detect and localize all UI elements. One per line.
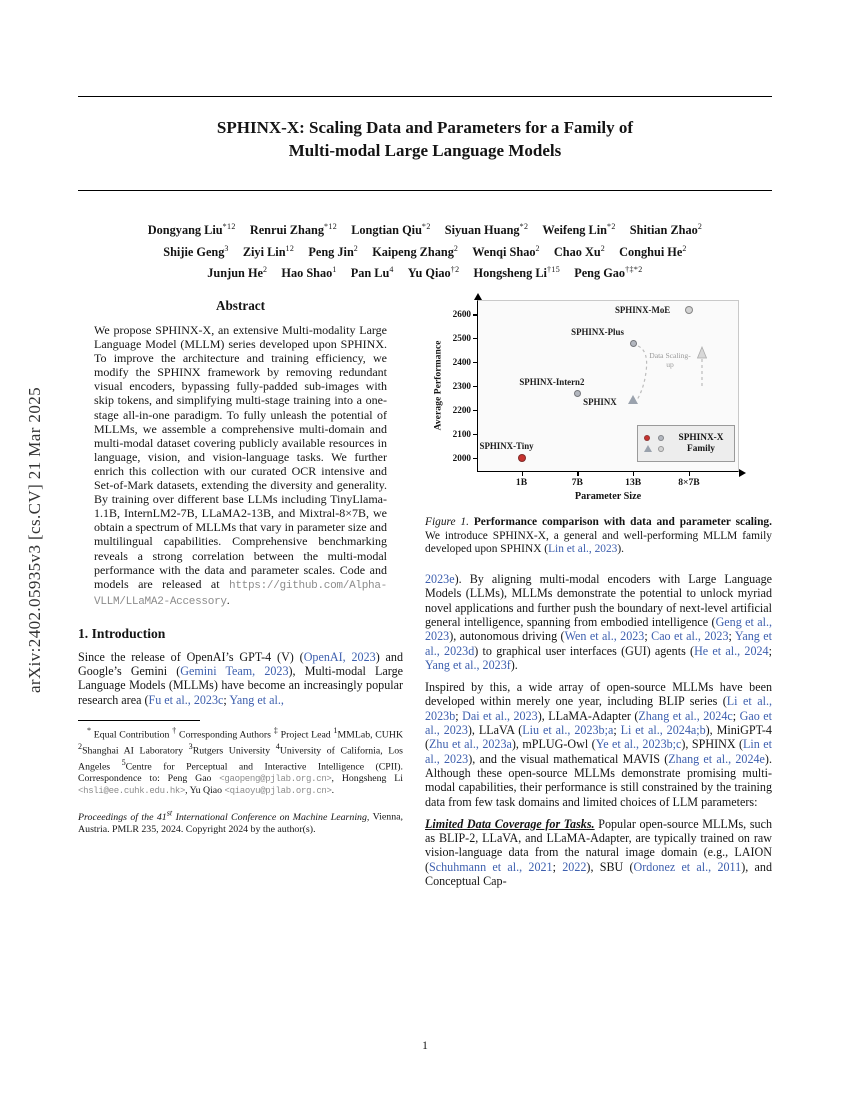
proceedings-note: Proceedings of the 41st International Conference on Machine Learning, Vienna, Austria. PMLR 235, 2024. Copyright 2024 by the author(s). xyxy=(78,808,403,835)
footnote-rule xyxy=(78,720,200,721)
y-tick-label: 2600 xyxy=(452,309,471,320)
author-line xyxy=(60,240,790,262)
x-axis-arrow-icon xyxy=(739,469,746,477)
data-point-label: SPHINX-MoE xyxy=(614,304,671,315)
abstract-heading: Abstract xyxy=(215,298,266,313)
arxiv-watermark: arXiv:2402.05935v3 [cs.CV] 21 Mar 2025 xyxy=(25,386,44,694)
data-point-sphinx-tiny xyxy=(518,454,526,462)
footnote-text: * Equal Contribution † Corresponding Authors ‡ Project Lead $^1$MMLab, CUHK $^2$Shanghai AI Laboratory $^3$Rutgers University $^4$University of California, Los Angeles $^5$Centre for Perceptual and Interactive Intelligence (CPII). Correspondence to: Peng Gao <gaopeng@pjlab.org.cn>, Hongsheng Li <hsli@ee.cuhk.edu.hk>, Yu Qiao <qiaoyu@pjlab.org.cn>. xyxy=(78,726,404,796)
author-name: Hongsheng Li$^{\dagger 15}$ xyxy=(473,265,561,281)
url-link[interactable]: <gaopeng@pjlab.org.cn> xyxy=(219,772,332,784)
author-name: Chao Xu$^2$ xyxy=(553,243,606,259)
citation-link[interactable]: 2022 xyxy=(562,859,587,874)
x-tick-mark xyxy=(689,472,690,476)
author-name: Peng Jin$^2$ xyxy=(308,243,359,259)
y-tick-mark xyxy=(473,338,477,339)
citation-link[interactable]: Ordonez et al., 2011 xyxy=(633,859,742,874)
top-rule xyxy=(78,96,772,97)
right-column xyxy=(425,296,772,888)
url-link[interactable]: <qiaoyu@pjlab.org.cn> xyxy=(224,784,332,796)
citation-link[interactable]: Ye et al., 2023b;c xyxy=(595,737,682,752)
legend-title: SPHINX-X Family xyxy=(678,432,724,454)
section-heading-introduction: 1. Introduction xyxy=(78,625,166,641)
citation-link[interactable]: Li et al., 2023b xyxy=(425,694,772,723)
citation-link[interactable]: Cao et al., 2023 xyxy=(651,629,729,644)
citation-link[interactable]: Schuhmann et al., 2021 xyxy=(429,859,553,874)
author-name: Peng Gao$^{\dagger\ddagger*2}$ xyxy=(574,265,643,281)
legend-markers xyxy=(640,435,670,452)
x-axis-label: Parameter Size xyxy=(574,491,642,502)
y-axis-arrow-icon xyxy=(474,293,482,300)
author-name: Renrui Zhang$^{*12}$ xyxy=(249,222,338,238)
citation-link[interactable]: Zhu et al., 2023a xyxy=(429,737,512,752)
author-name: Weifeng Lin$^{*2}$ xyxy=(542,222,616,238)
author-name: Longtian Qiu$^{*2}$ xyxy=(351,222,431,238)
legend-marker-icon xyxy=(658,435,664,441)
citation-link[interactable]: Zhang et al., 2024c xyxy=(638,708,733,723)
citation-link[interactable]: Yang et al., 2023f xyxy=(425,657,511,672)
mid-rule xyxy=(78,190,772,191)
y-tick-label: 2400 xyxy=(452,357,471,368)
y-tick-mark xyxy=(473,458,477,459)
y-tick-mark xyxy=(473,386,477,387)
y-tick-mark xyxy=(473,362,477,363)
x-tick-label: 13B xyxy=(625,477,642,488)
body-paragraph-1: 2023e). By aligning multi-modal encoders with Large Language Models (LLMs), MLLMs demonstrate the potential to unlock myriad novel applications and further push the boundary of next-level artificial general intelligence, spanning from embodied intelligence (Geng et al., 2023), autonomous driving (Wen et al., 2023; Cao et al., 2023; Yang et al., 2023d) to graphical user interfaces (GUI) agents (He et al., 2024; Yang et al., 2023f). xyxy=(425,572,773,672)
figure1-caption: Figure 1. Performance comparison with data and parameter scaling. We introduce SPHINX-X, a general and well-performing MLLM family developed upon SPHINX (Lin et al., 2023). xyxy=(425,516,772,556)
data-point-sphinx-plus xyxy=(630,340,637,347)
x-tick-label: 7B xyxy=(571,477,583,488)
author-name: Yu Qiao$^{\dagger 2}$ xyxy=(407,265,460,281)
citation-link[interactable]: Yang et al., xyxy=(229,692,284,707)
citation-link[interactable]: Lin et al., 2023 xyxy=(548,543,618,556)
author-line xyxy=(60,261,790,283)
y-tick-mark xyxy=(473,434,477,435)
author-name: Kaipeng Zhang$^2$ xyxy=(372,243,459,259)
author-name: Hao Shao$^1$ xyxy=(281,265,337,281)
y-tick-label: 2000 xyxy=(452,452,471,463)
data-point-label: SPHINX-Intern2 xyxy=(519,377,585,388)
y-axis-label: Average Performance xyxy=(432,340,444,431)
citation-link[interactable]: Lin et al., 2023 xyxy=(425,737,773,766)
citation-link[interactable]: Yang et al., 2023d xyxy=(425,629,772,658)
body-paragraph-3: Limited Data Coverage for Tasks. Popular open-source MLLMs, such as BLIP-2, LLaVA, and LLaMA-Adapter, are typically trained on raw vision-language data from the natural image domain (e.g., LAION (Schuhmann et al., 2021; 2022), SBU (Ordonez et al., 2011), and Conceptual Cap- xyxy=(425,816,772,889)
author-name: Shitian Zhao$^2$ xyxy=(629,222,703,238)
author-name: Dongyang Liu$^{*12}$ xyxy=(147,222,236,238)
author-name: Pan Lu$^4$ xyxy=(350,265,394,281)
legend-marker-icon xyxy=(644,435,650,441)
page-title xyxy=(0,116,850,162)
legend-marker-icon xyxy=(658,446,664,452)
y-tick-mark xyxy=(473,314,477,315)
y-tick-label: 2200 xyxy=(452,404,471,415)
figure1-canvas xyxy=(425,296,772,506)
author-name: Wenqi Shao$^2$ xyxy=(472,243,540,259)
x-tick-mark xyxy=(522,472,523,476)
citation-link[interactable]: Wen et al., 2023 xyxy=(564,629,645,644)
citation-link[interactable]: He et al., 2024 xyxy=(694,643,769,658)
author-name: Siyuan Huang$^{*2}$ xyxy=(444,222,529,238)
author-block xyxy=(60,218,790,283)
data-point-label: SPHINX-Tiny xyxy=(479,440,534,451)
title-line-2: Multi-modal Large Language Models xyxy=(288,141,562,160)
citation-link[interactable]: Dai et al., 2023 xyxy=(462,708,538,723)
citation-link[interactable]: Zhang et al., 2024e xyxy=(668,751,765,766)
data-point-label: SPHINX-Plus xyxy=(571,327,624,337)
abstract-text: We propose SPHINX-X, an extensive Multi-modality Large Language Model (MLLM) series developed upon SPHINX. To improve the architecture and training efficiency, we modify the SPHINX framework by removing redundant visual encoders, bypassing fully-padded sub-images with skip tokens, and simplifying multi-stage training into a one-stage all-in-one paradigm. To fully unleash the potential of MLLMs, we assemble a comprehensive multi-domain and multi-modal dataset covering publicly available resources in language, vision, and vision-language tasks. We further enrich this collection with our curated OCR intensive and Set-of-Mark datasets, extending the diversity and generality. By training over different base LLMs including TinyLlama-1.1B, InternLM2-7B, LLaMA2-13B, and Mixtral-8×7B, we obtain a spectrum of MLLMs that vary in parameter size and multilingual capabilities. Comprehensive benchmarking reveals a strong correlation between the multi-modal performance with the data and parameter scales. Code and models are released at https://github.com/Alpha-VLLM/LLaMA2-Accessory. xyxy=(94,323,387,608)
body-paragraph-2: Inspired by this, a wide array of open-source MLLMs have been developed within merely one year, including BLIP series (Li et al., 2023b; Dai et al., 2023), LLaMA-Adapter (Zhang et al., 2024c; Gao et al., 2023), LLaVA (Liu et al., 2023b;a; Li et al., 2024a;b), MiniGPT-4 (Zhu et al., 2023a), mPLUG-Owl (Ye et al., 2023b;c), SPHINX (Lin et al., 2023), and the visual mathematical MAVIS (Zhang et al., 2024e). Although these open-source MLLMs demonstrate promising multi-modal capabilities, their performance is still constrained by the training data from few task domains and limited choices of LLM parameters: xyxy=(425,680,773,809)
y-tick-label: 2500 xyxy=(452,333,471,344)
citation-link[interactable]: Liu et al., 2023b;a xyxy=(522,723,614,738)
author-name: Junjun He$^2$ xyxy=(207,265,268,281)
y-tick-mark xyxy=(473,410,477,411)
left-column xyxy=(78,298,403,835)
citation-link[interactable]: OpenAI, 2023 xyxy=(303,649,376,664)
url-link[interactable]: https://github.com/Alpha-VLLM/LLaMA2-Accessory xyxy=(94,579,387,608)
x-tick-label: 8×7B xyxy=(678,477,700,488)
author-line xyxy=(60,218,790,240)
chart-legend xyxy=(637,425,735,462)
citation-link[interactable]: Li et al., 2024a;b xyxy=(620,723,706,738)
y-tick-label: 2100 xyxy=(452,428,471,439)
citation-link[interactable]: Geng et al., 2023 xyxy=(425,615,773,644)
data-point-sphinx-intern2 xyxy=(574,390,581,397)
introduction-paragraph: Since the release of OpenAI’s GPT-4 (V) (OpenAI, 2023) and Google’s Gemini (Gemini Team, 2023), Multi-modal Large Language Models (MLLMs) have become an increasingly popular research area (Fu et al., 2023c; Yang et al., xyxy=(78,649,403,707)
title-line-1: SPHINX-X: Scaling Data and Parameters for a Family of xyxy=(216,118,634,137)
url-link[interactable]: <hsli@ee.cuhk.edu.hk> xyxy=(78,784,186,796)
citation-link[interactable]: Gemini Team, 2023 xyxy=(180,664,289,679)
author-name: Conghui He$^2$ xyxy=(619,243,687,259)
x-tick-mark xyxy=(633,472,634,476)
citation-link[interactable]: Gao et al., 2023 xyxy=(425,708,773,738)
data-point-sphinx-moe xyxy=(685,306,693,314)
author-name: Ziyi Lin$^{12}$ xyxy=(242,243,295,259)
author-name: Shijie Geng$^3$ xyxy=(163,243,229,259)
data-scaling-annotation: Data Scaling-up xyxy=(649,351,691,369)
y-tick-label: 2300 xyxy=(452,381,471,391)
data-point-sphinx xyxy=(628,395,638,404)
page-number: 1 xyxy=(422,1040,428,1052)
x-tick-label: 1B xyxy=(515,477,528,488)
data-point-label: SPHINX xyxy=(583,397,617,408)
citation-link[interactable]: 2023e xyxy=(425,572,455,587)
citation-link[interactable]: Fu et al., 2023c xyxy=(148,692,224,707)
x-tick-mark xyxy=(577,472,578,476)
legend-marker-icon xyxy=(644,445,652,452)
